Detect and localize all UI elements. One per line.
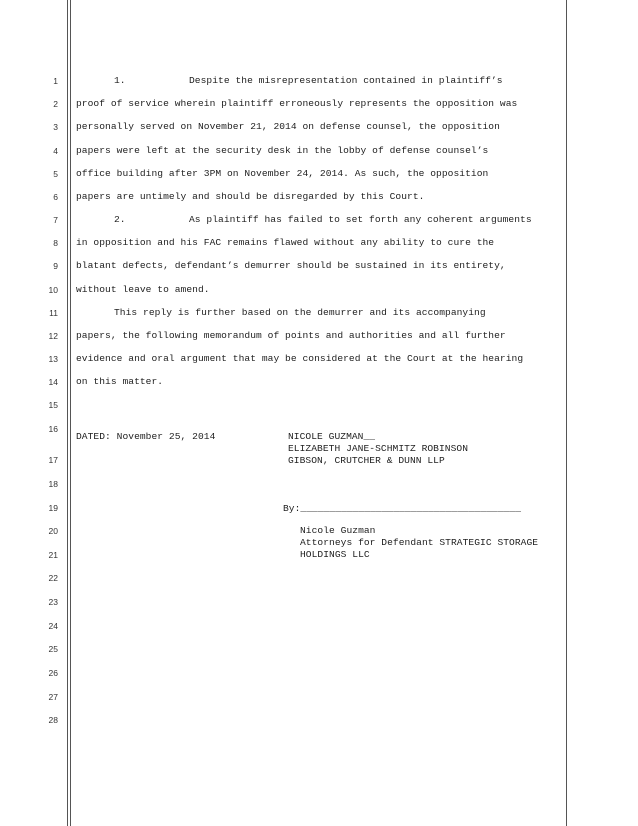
line-number: 8 <box>53 238 58 248</box>
body-text-line: evidence and oral argument that may be considered at the Court at the hearing <box>76 353 524 364</box>
line-number: 27 <box>48 692 58 702</box>
body-text-line: papers are untimely and should be disregarded by this Court. <box>76 191 425 202</box>
line-number: 14 <box>48 377 58 387</box>
body-text-line: personally served on November 21, 2014 on defense counsel, the opposition <box>76 121 500 132</box>
body-text-line: papers were left at the security desk in the lobby of defense counsel’s <box>76 145 489 156</box>
left-margin-rule <box>67 0 68 826</box>
line-number: 4 <box>53 146 58 156</box>
line-number: 15 <box>48 400 58 410</box>
body-text-line: without leave to amend. <box>76 284 210 295</box>
line-number: 6 <box>53 192 58 202</box>
line-number: 7 <box>53 215 58 225</box>
body-text-line: This reply is further based on the demurrer and its accompanying <box>114 307 486 318</box>
body-text-line: blatant defects, defendant’s demurrer should be sustained in its entirety, <box>76 260 506 271</box>
line-number: 24 <box>48 621 58 631</box>
body-text-line: Despite the misrepresentation contained in plaintiff’s <box>189 75 503 86</box>
line-number: 22 <box>48 573 58 583</box>
line-number: 28 <box>48 715 58 725</box>
line-number: 5 <box>53 169 58 179</box>
paragraph-number: 1. <box>114 75 126 86</box>
line-number: 26 <box>48 668 58 678</box>
signatory-name: Nicole Guzman <box>300 525 376 536</box>
left-margin-rule-inner <box>70 0 71 826</box>
line-number: 16 <box>48 424 58 434</box>
signatory-role: HOLDINGS LLC <box>300 549 370 560</box>
line-number: 9 <box>53 261 58 271</box>
line-number: 10 <box>48 285 58 295</box>
body-text-line: office building after 3PM on November 24, 2014. As such, the opposition <box>76 168 489 179</box>
line-number: 25 <box>48 644 58 654</box>
line-number: 3 <box>53 122 58 132</box>
signature-line: By:______________________________________ <box>283 503 522 514</box>
dated-line: DATED: November 25, 2014 <box>76 431 216 442</box>
line-number: 18 <box>48 479 58 489</box>
line-number: 11 <box>49 308 58 318</box>
line-number: 2 <box>53 99 58 109</box>
right-margin-rule <box>566 0 567 826</box>
body-text-line: As plaintiff has failed to set forth any coherent arguments <box>189 214 532 225</box>
counsel-name: ELIZABETH JANE-SCHMITZ ROBINSON <box>288 443 469 454</box>
line-number: 13 <box>48 354 58 364</box>
body-text-line: in opposition and his FAC remains flawed without any ability to cure the <box>76 237 495 248</box>
paragraph-number: 2. <box>114 214 126 225</box>
body-text-line: proof of service wherein plaintiff erroneously represents the opposition was <box>76 98 518 109</box>
counsel-name: NICOLE GUZMAN__ <box>288 431 376 442</box>
body-text-line: papers, the following memorandum of points and authorities and all further <box>76 330 506 341</box>
line-number: 17 <box>48 455 58 465</box>
signatory-role: Attorneys for Defendant STRATEGIC STORAGE <box>300 537 539 548</box>
body-text-line: on this matter. <box>76 376 164 387</box>
line-number: 19 <box>48 503 58 513</box>
line-number: 23 <box>48 597 58 607</box>
line-number: 12 <box>48 331 58 341</box>
line-number: 1 <box>53 76 58 86</box>
law-firm-name: GIBSON, CRUTCHER & DUNN LLP <box>288 455 445 466</box>
line-number: 20 <box>48 526 58 536</box>
line-number: 21 <box>48 550 58 560</box>
